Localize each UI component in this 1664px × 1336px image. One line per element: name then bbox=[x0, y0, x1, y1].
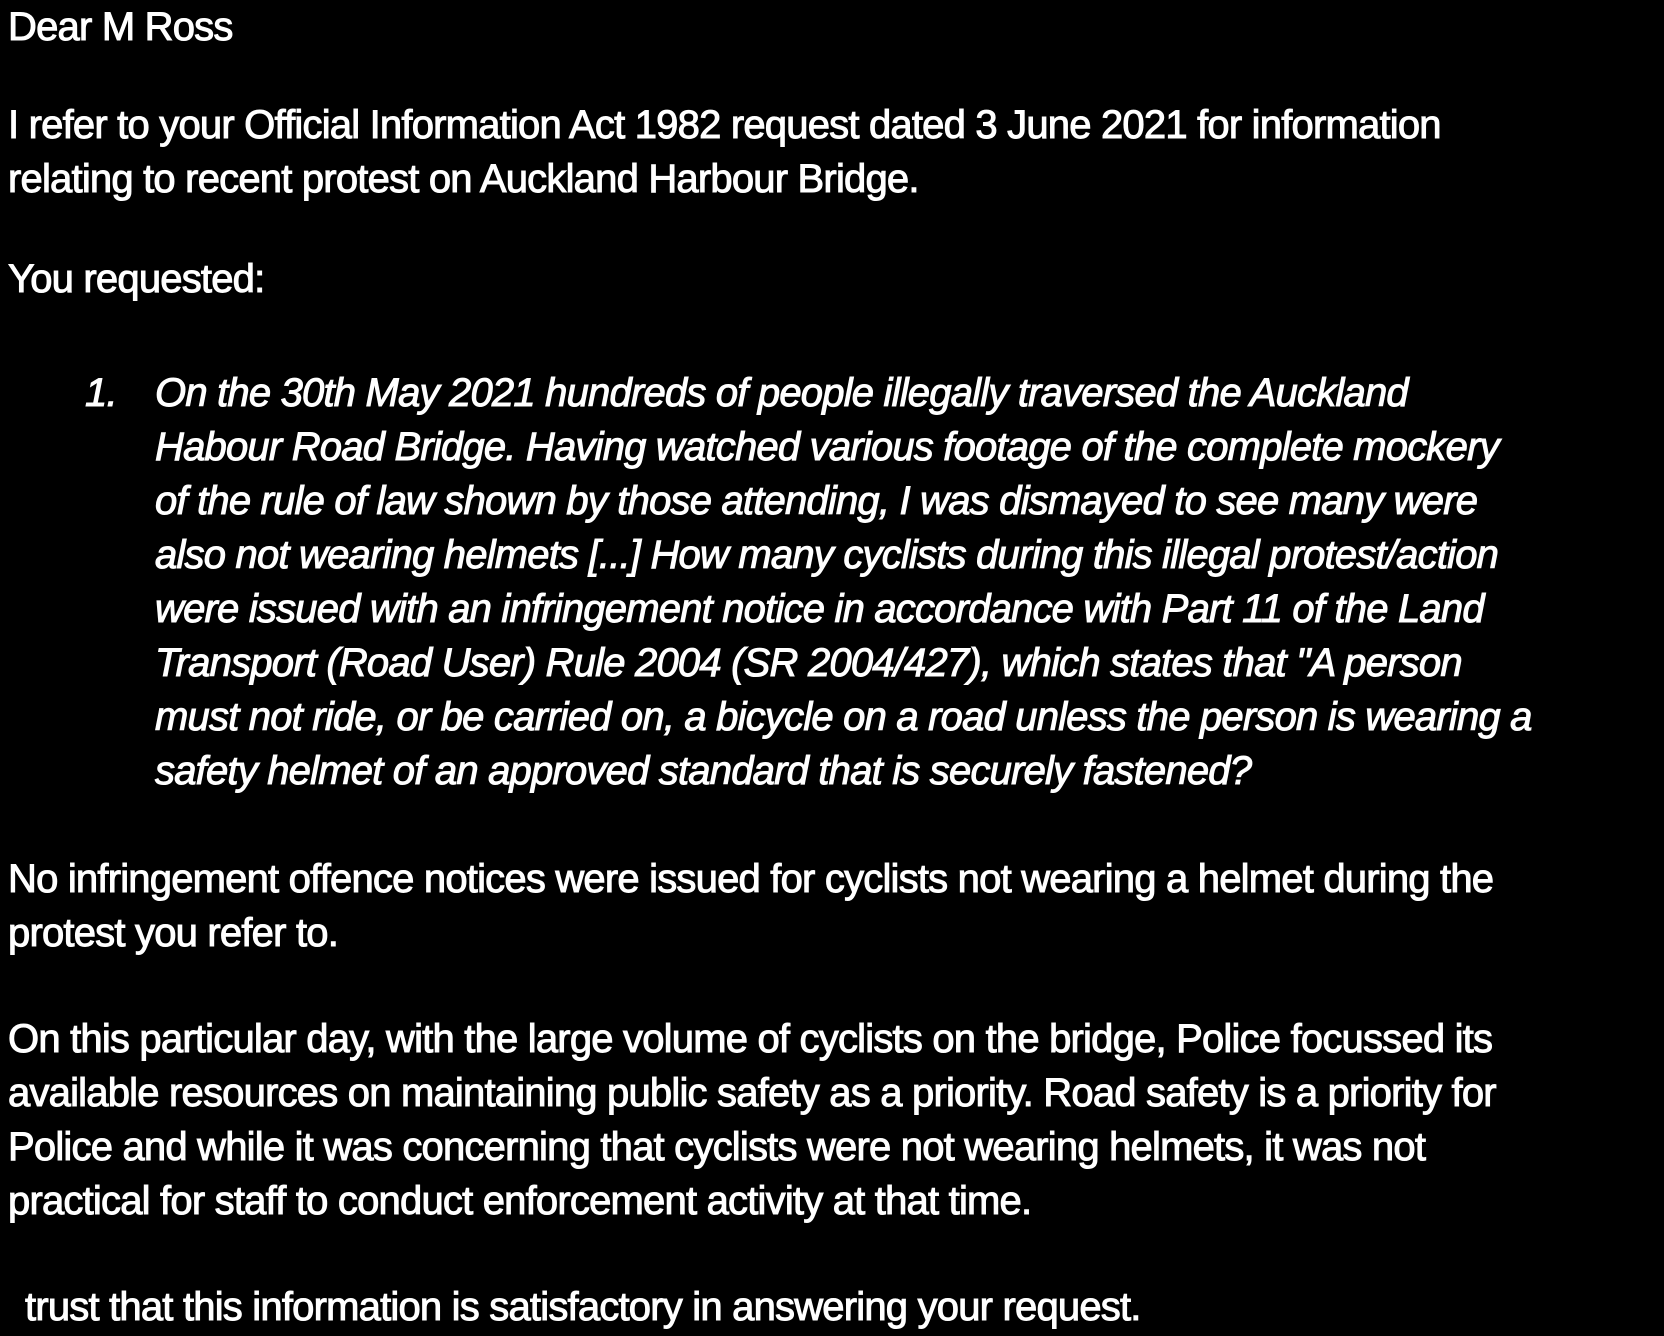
closing-sentence: trust that this information is satisfactory in answering your request. bbox=[25, 1285, 1141, 1329]
request-label: You requested: bbox=[8, 257, 265, 301]
request-line: of the rule of law shown by those attending, I was dismayed to see many were bbox=[155, 479, 1478, 523]
request-line: Transport (Road User) Rule 2004 (SR 2004/427), which states that "A person bbox=[155, 641, 1462, 685]
list-item-number: 1. bbox=[85, 371, 117, 415]
intro-paragraph bbox=[8, 98, 1441, 206]
request-line: were issued with an infringement notice in accordance with Part 11 of the Land bbox=[155, 587, 1484, 631]
intro-line: I refer to your Official Information Act 1982 request dated 3 June 2021 for information bbox=[8, 103, 1441, 147]
response-line: available resources on maintaining public safety as a priority. Road safety is a priority for bbox=[8, 1071, 1496, 1115]
response-line: On this particular day, with the large volume of cyclists on the bridge, Police focussed its bbox=[8, 1017, 1493, 1061]
request-line: also not wearing helmets [...] How many cyclists during this illegal protest/action bbox=[155, 533, 1499, 577]
response-line: No infringement offence notices were issued for cyclists not wearing a helmet during the bbox=[8, 857, 1494, 901]
quoted-request-text bbox=[155, 366, 1664, 798]
request-line: must not ride, or be carried on, a bicycle on a road unless the person is wearing a bbox=[155, 695, 1532, 739]
response-line: practical for staff to conduct enforcement activity at that time. bbox=[8, 1179, 1032, 1223]
response-paragraph-1 bbox=[8, 852, 1493, 960]
salutation: Dear M Ross bbox=[8, 5, 233, 49]
response-line: Police and while it was concerning that cyclists were not wearing helmets, it was not bbox=[8, 1125, 1426, 1169]
intro-line: relating to recent protest on Auckland Harbour Bridge. bbox=[8, 157, 919, 201]
response-line: protest you refer to. bbox=[8, 911, 339, 955]
request-line: On the 30th May 2021 hundreds of people illegally traversed the Auckland bbox=[155, 371, 1408, 415]
request-list-item bbox=[0, 366, 1664, 798]
request-line: safety helmet of an approved standard that is securely fastened? bbox=[155, 749, 1252, 793]
response-paragraph-2 bbox=[8, 1012, 1496, 1228]
request-line: Habour Road Bridge. Having watched various footage of the complete mockery bbox=[155, 425, 1499, 469]
